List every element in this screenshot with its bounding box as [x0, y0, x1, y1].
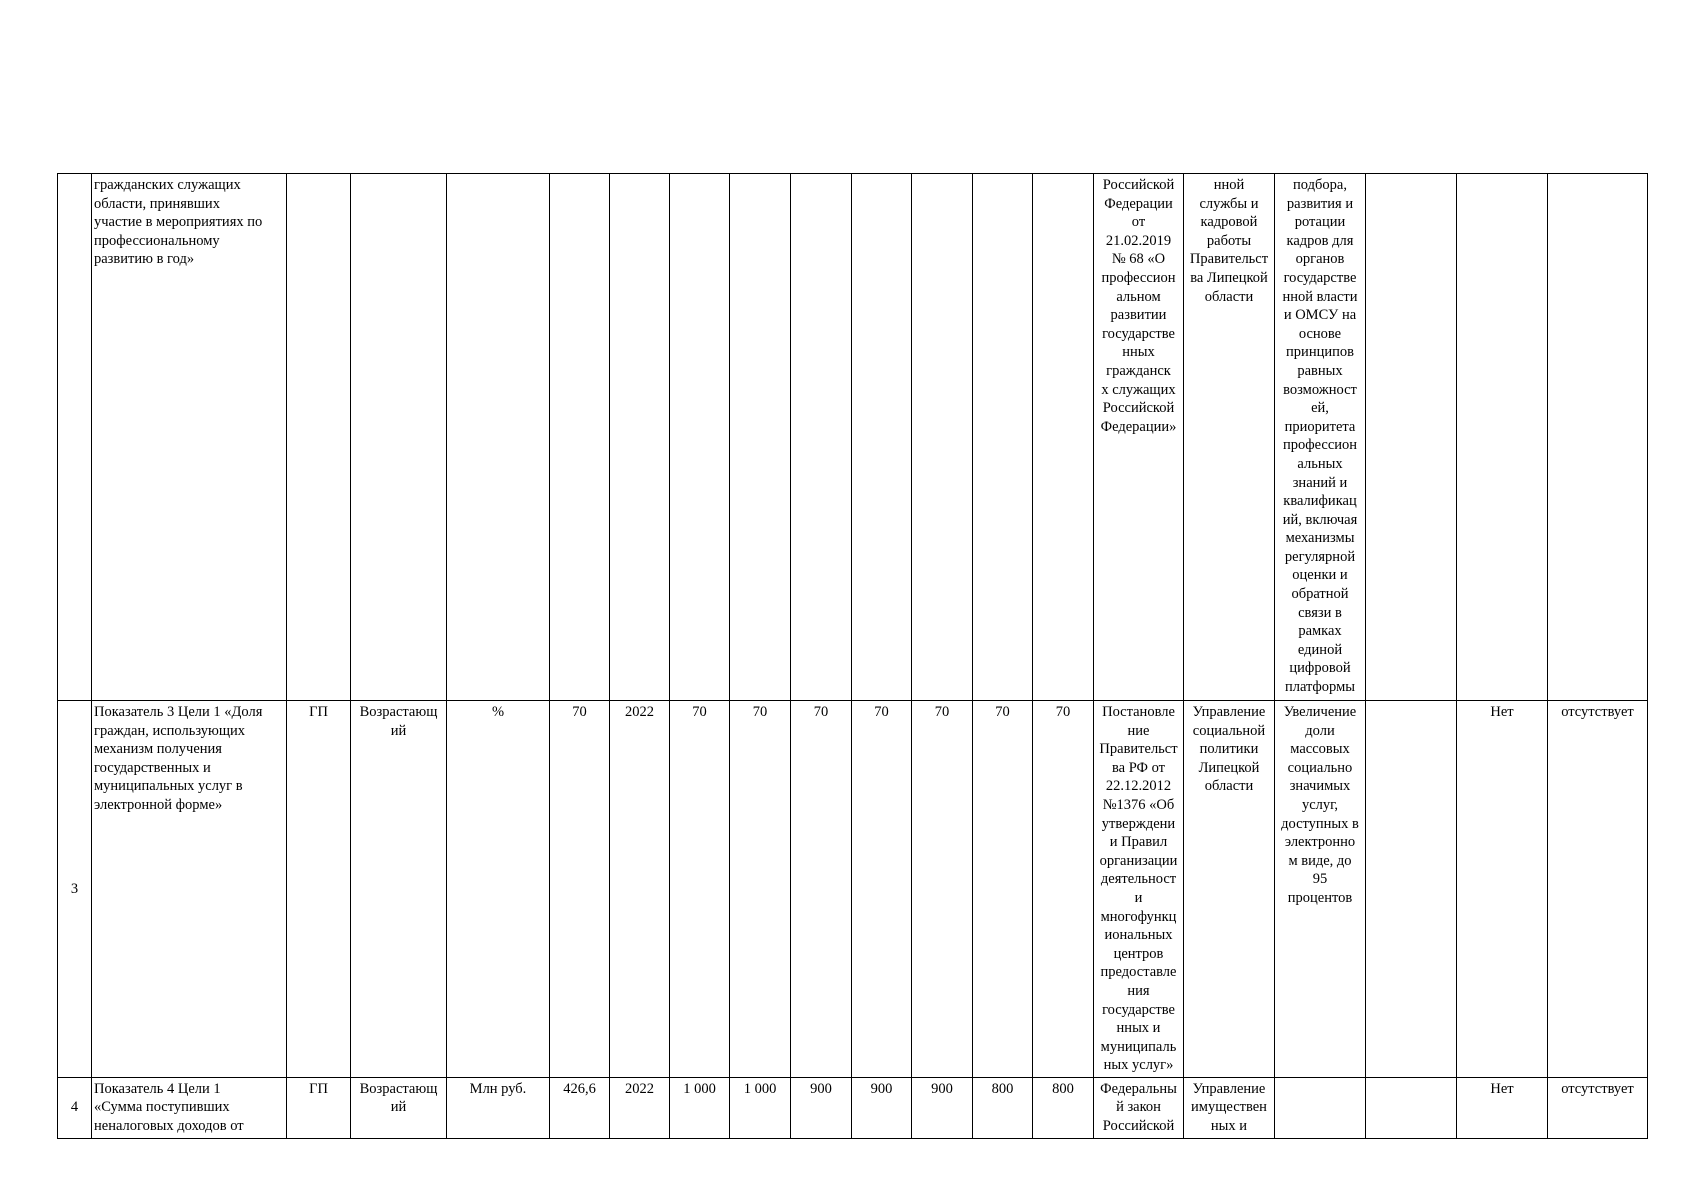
text-line: граждан, использующих: [94, 722, 246, 739]
text-line: муниципальных услуг в: [94, 778, 243, 795]
link-cell: [1275, 701, 1366, 1078]
text-line: государстве: [1102, 1001, 1175, 1018]
text-line: неналоговых доходов от: [94, 1118, 244, 1135]
text-line: № 68 «О: [1111, 251, 1166, 268]
text-line: от: [1131, 214, 1146, 231]
year-value-cell: [852, 174, 912, 701]
text-line: организации: [1099, 852, 1178, 869]
text-line: ий: [390, 1099, 407, 1116]
text-line: массовых: [1290, 741, 1350, 758]
table-row: [58, 174, 1648, 701]
text-line: знаний и: [1292, 474, 1348, 491]
year-value-cell: 70: [973, 701, 1033, 1078]
text-line: Российской: [1102, 1118, 1175, 1135]
text-line: доступных в: [1281, 815, 1359, 832]
year-value-cell: 900: [912, 1077, 973, 1138]
text-line: и Правил: [1109, 834, 1168, 851]
unit-cell: %: [447, 701, 550, 1078]
text-line: Постановле: [1102, 704, 1175, 720]
text-line: приоритета: [1284, 418, 1356, 435]
text-line: утверждени: [1101, 815, 1176, 832]
year-value-cell: [730, 174, 791, 701]
year-value-cell: 70: [1033, 701, 1094, 1078]
level-cell: ГП: [287, 701, 351, 1078]
text-line: предоставле: [1100, 964, 1177, 981]
text-line: единой: [1297, 641, 1343, 658]
info-cell: отсутствует: [1548, 1077, 1648, 1138]
flag-cell: Нет: [1457, 701, 1548, 1078]
year-value-cell: [973, 174, 1033, 701]
document-cell: [1094, 1077, 1184, 1138]
text-line: области: [1204, 288, 1254, 305]
indicator-table: [57, 173, 1648, 1139]
text-line: Управление: [1192, 1080, 1266, 1097]
row-number-cell: [58, 174, 92, 701]
text-line: платформы: [1285, 679, 1355, 696]
text-line: основе: [1298, 325, 1342, 342]
trend-cell: [351, 701, 447, 1078]
text-line: нных и: [1116, 1020, 1161, 1037]
text-line: многофункц: [1100, 908, 1177, 925]
text-line: кадров для: [1286, 232, 1354, 249]
text-line: возможност: [1283, 381, 1357, 398]
text-line: ных и: [1210, 1118, 1248, 1135]
text-line: Увеличение: [1283, 704, 1357, 720]
text-line: развитии: [1110, 307, 1167, 324]
link-cell: [1275, 174, 1366, 701]
text-line: органов: [1295, 251, 1345, 268]
text-line: профессион: [1101, 269, 1176, 286]
text-line: Российской: [1102, 400, 1175, 417]
text-line: области: [1204, 778, 1254, 795]
indicator-name-cell: [92, 701, 287, 1078]
text-line: профессион: [1282, 437, 1358, 454]
year-value-cell: 1 000: [730, 1077, 791, 1138]
text-line: оценки и: [1292, 567, 1348, 584]
text-line: 21.02.2019: [1105, 232, 1172, 249]
text-line: доли: [1305, 722, 1335, 739]
text-line: развитию в год»: [94, 251, 195, 268]
text-line: Липецкой: [1198, 759, 1260, 776]
year-value-cell: 900: [791, 1077, 852, 1138]
indicator-name-cell: [92, 1077, 287, 1138]
table-row: [58, 1077, 1648, 1138]
year-value-cell: 800: [1033, 1077, 1094, 1138]
text-line: связи в: [1298, 604, 1342, 621]
extra-cell: [1366, 1077, 1457, 1138]
base-year-cell: 2022: [610, 1077, 670, 1138]
unit-cell: Млн руб.: [447, 1077, 550, 1138]
text-line: и ОМСУ на: [1283, 307, 1357, 324]
indicator-name-cell: [92, 174, 287, 701]
unit-cell: [447, 174, 550, 701]
text-line: нных: [1122, 344, 1155, 361]
text-line: регулярной: [1284, 548, 1356, 565]
text-line: квалификац: [1283, 493, 1357, 510]
text-line: ва Липецкой: [1190, 269, 1268, 286]
year-value-cell: 1 000: [670, 1077, 730, 1138]
row-number-cell: 4: [58, 1077, 92, 1138]
text-line: кадровой: [1200, 214, 1258, 231]
text-line: области, принявших: [94, 195, 220, 212]
text-line: рамках: [1298, 623, 1342, 640]
text-line: государственных и: [94, 759, 211, 776]
text-line: №1376 «Об: [1102, 796, 1175, 813]
year-value-cell: [791, 174, 852, 701]
info-cell: [1548, 174, 1648, 701]
text-line: нной: [1213, 177, 1245, 193]
level-cell: ГП: [287, 1077, 351, 1138]
text-line: социальной: [1192, 722, 1266, 739]
extra-cell: [1366, 174, 1457, 701]
text-line: Правительст: [1099, 741, 1178, 758]
text-line: государстве: [1283, 269, 1357, 286]
year-value-cell: [670, 174, 730, 701]
link-cell: [1275, 1077, 1366, 1138]
text-line: альном: [1116, 288, 1161, 305]
year-value-cell: 800: [973, 1077, 1033, 1138]
flag-cell: Нет: [1457, 1077, 1548, 1138]
text-line: ротации: [1294, 214, 1346, 231]
text-line: цифровой: [1289, 660, 1351, 677]
text-line: м виде, до: [1288, 852, 1352, 869]
responsible-cell: [1184, 1077, 1275, 1138]
base-value-cell: [550, 174, 610, 701]
text-line: Федерации: [1104, 195, 1173, 212]
text-line: 22.12.2012: [1105, 778, 1172, 795]
year-value-cell: 70: [852, 701, 912, 1078]
text-line: принципов: [1286, 344, 1354, 361]
text-line: услуг,: [1301, 796, 1339, 813]
flag-cell: [1457, 174, 1548, 701]
text-line: гражданских служащих: [94, 177, 241, 193]
responsible-cell: [1184, 174, 1275, 701]
text-line: процентов: [1287, 889, 1353, 906]
text-line: обратной: [1291, 586, 1349, 603]
text-line: значимых: [1289, 778, 1351, 795]
text-line: государстве: [1102, 325, 1175, 342]
responsible-cell: [1184, 701, 1275, 1078]
info-cell: отсутствует: [1548, 701, 1648, 1078]
base-value-cell: 70: [550, 701, 610, 1078]
text-line: работы: [1206, 232, 1252, 249]
level-cell: [287, 174, 351, 701]
text-line: и: [1134, 889, 1143, 906]
year-value-cell: 70: [670, 701, 730, 1078]
text-line: муниципаль: [1100, 1038, 1177, 1055]
text-line: ния: [1127, 982, 1150, 999]
text-line: ей,: [1311, 400, 1329, 417]
year-value-cell: [1033, 174, 1094, 701]
year-value-cell: 70: [730, 701, 791, 1078]
text-line: механизмы: [1285, 530, 1355, 547]
text-line: участие в мероприятиях по: [94, 214, 263, 231]
text-line: ий, включая: [1282, 511, 1358, 528]
text-line: альных: [1297, 455, 1343, 472]
text-line: службы и: [1199, 195, 1259, 212]
text-line: подбора,: [1293, 177, 1347, 193]
text-line: й закон: [1116, 1099, 1161, 1116]
text-line: механизм получения: [94, 741, 222, 758]
text-line: деятельност: [1100, 871, 1177, 888]
year-value-cell: 70: [791, 701, 852, 1078]
document-cell: [1094, 174, 1184, 701]
text-line: ва РФ от: [1111, 759, 1165, 776]
text-line: Федеральны: [1100, 1080, 1177, 1097]
text-line: Возрастающ: [359, 1080, 438, 1097]
text-line: Показатель 4 Цели 1: [94, 1080, 221, 1097]
text-line: развития и: [1286, 195, 1354, 212]
text-line: Возрастающ: [359, 704, 438, 720]
text-line: Показатель 3 Цели 1 «Доля: [94, 704, 263, 720]
trend-cell: [351, 1077, 447, 1138]
text-line: 95: [1312, 871, 1328, 888]
year-value-cell: [912, 174, 973, 701]
text-line: политики: [1199, 741, 1259, 758]
trend-cell: [351, 174, 447, 701]
extra-cell: [1366, 701, 1457, 1078]
text-line: ий: [390, 722, 407, 739]
year-value-cell: 70: [912, 701, 973, 1078]
year-value-cell: 900: [852, 1077, 912, 1138]
text-line: нной власти: [1282, 288, 1358, 305]
text-line: иональных: [1104, 927, 1173, 944]
base-year-cell: 2022: [610, 701, 670, 1078]
base-year-cell: [610, 174, 670, 701]
text-line: х служащих: [1101, 381, 1176, 398]
text-line: имуществен: [1191, 1099, 1267, 1116]
document-cell: [1094, 701, 1184, 1078]
text-line: социально: [1287, 759, 1353, 776]
text-line: Российской: [1102, 177, 1175, 193]
text-line: Управление: [1192, 704, 1266, 720]
text-line: центров: [1113, 945, 1164, 962]
text-line: «Сумма поступивших: [94, 1099, 230, 1116]
text-line: Правительст: [1189, 251, 1269, 268]
text-line: Федерации»: [1100, 418, 1177, 435]
text-line: гражданск: [1106, 362, 1171, 379]
row-number-cell: 3: [58, 701, 92, 1078]
table-row: [58, 701, 1648, 1078]
text-line: равных: [1297, 362, 1343, 379]
text-line: электронной форме»: [94, 796, 223, 813]
text-line: ных услуг»: [1103, 1057, 1174, 1074]
text-line: ние: [1127, 722, 1150, 739]
base-value-cell: 426,6: [550, 1077, 610, 1138]
text-line: электронно: [1284, 834, 1356, 851]
text-line: профессиональному: [94, 232, 220, 249]
